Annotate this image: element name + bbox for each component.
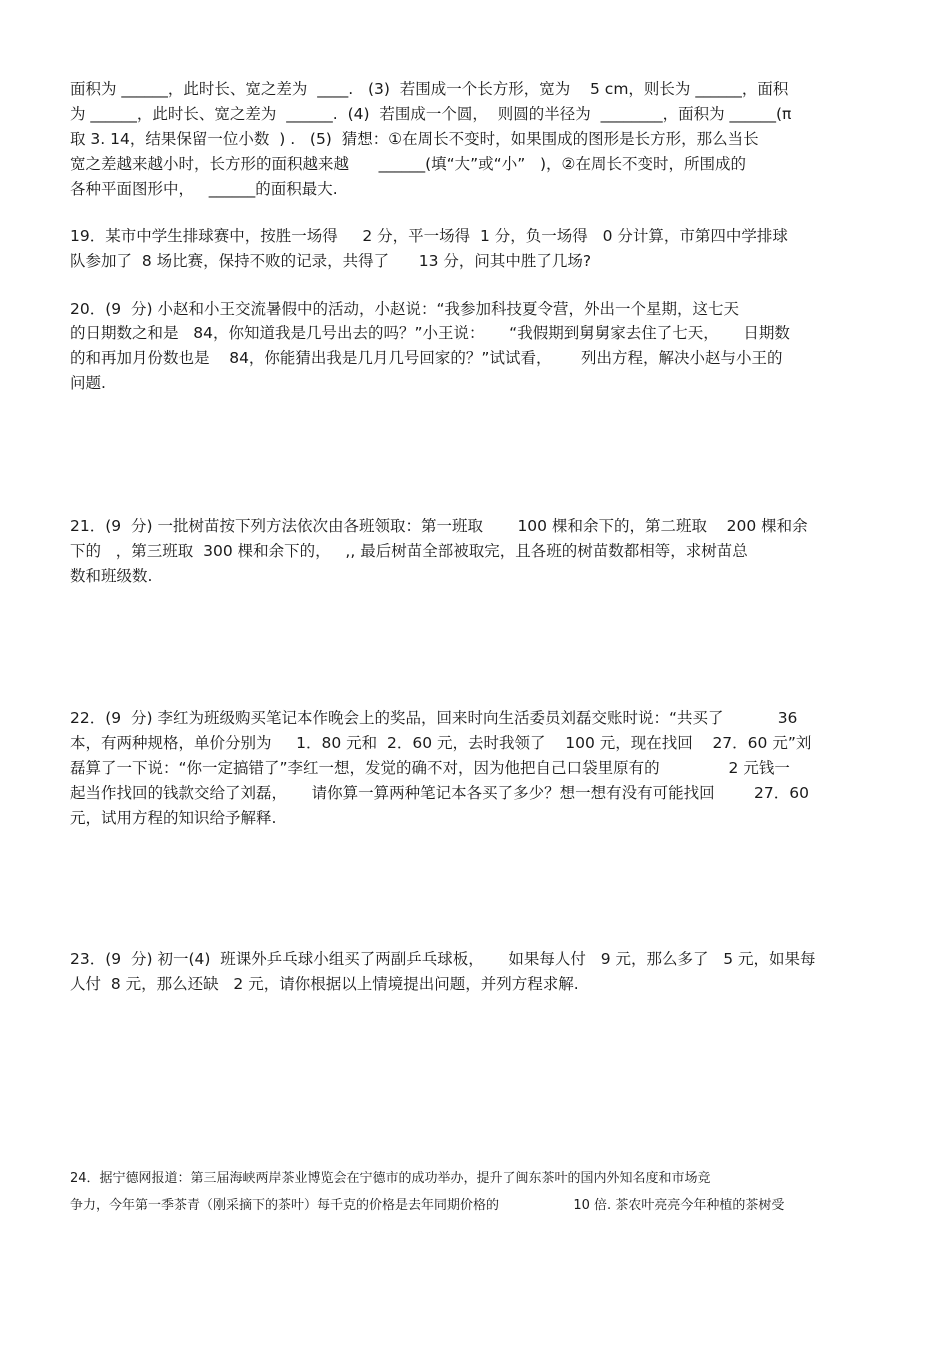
- text-line: 24．据宁德网报道：第三届海峡两岸茶业博览会在宁德市的成功举办，提升了闽东茶叶的国内外知名度和市场竞: [70, 1171, 711, 1186]
- text-line: 人付 8 元，那么还缺 2 元，请你根据以上情境提出问题，并列方程求解.: [70, 975, 579, 993]
- text-line: 队参加了 8 场比赛，保持不败的记录，共得了 13 分，问其中胜了几场?: [70, 252, 592, 270]
- text-line: 21．(9 分) 一批树苗按下列方法依次由各班领取：第一班取 100 棵和余下的，第二班取 200 棵和余: [70, 517, 808, 535]
- text-line: 为 ______，此时长、宽之差为 ______. (4) 若围成一个圆， 则圆的半径为 ________，面积为 ______(π: [70, 105, 792, 123]
- text-line: 的和再加月份数也是 84，你能猜出我是几月几号回家的？”试试看， 列出方程，解决小赵与小王的: [70, 349, 783, 367]
- text-line: 磊算了一下说：“你一定搞错了”李红一想，发觉的确不对，因为他把自己口袋里原有的 2 元钱一: [70, 759, 790, 777]
- text-line: 争力，今年第一季茶青（刚采摘下的茶叶）每千克的价格是去年同期价格的 10 倍. 茶农叶亮亮今年种植的茶树受: [70, 1198, 785, 1213]
- text-line: 下的 ，第三班取 300 棵和余下的， ,, 最后树苗全部被取完，且各班的树苗数都相等，求树苗总: [70, 542, 748, 560]
- text-line: 的日期数之和是 84，你知道我是几号出去的吗？”小王说： “我假期到舅舅家去住了七天， 日期数: [70, 324, 790, 342]
- text-line: 取 3. 14，结果保留一位小数 ) . (5) 猜想：①在周长不变时，如果围成的图形是长方形，那么当长: [70, 130, 759, 148]
- text-line: 起当作找回的钱款交给了刘磊， 请你算一算两种笔记本各买了多少？想一想有没有可能找回 27．60: [70, 784, 810, 802]
- text-line: 19．某市中学生排球赛中，按胜一场得 2 分，平一场得 1 分，负一场得 0 分计算，市第四中学排球: [70, 227, 788, 245]
- text-line: 23．(9 分) 初一(4) 班课外乒乓球小组买了两副乒乓球板， 如果每人付 9 元，那么多了 5 元，如果每: [70, 950, 816, 968]
- text-line: 面积为 ______，此时长、宽之差为 ____. (3) 若围成一个长方形，宽为 5 cm，则长为 ______，面积: [70, 80, 789, 98]
- text-line: 各种平面图形中， ______的面积最大.: [70, 180, 338, 198]
- text-line: 宽之差越来越小时，长方形的面积越来越 ______(填“大”或“小” )，②在周长不变时，所围成的: [70, 155, 746, 173]
- text-line: 22．(9 分) 李红为班级购买笔记本作晚会上的奖品，回来时向生活委员刘磊交账时说：“共买了 36: [70, 709, 798, 727]
- text-line: 本，有两种规格，单价分别为 1．80 元和 2．60 元，去时我领了 100 元，现在找回 27．60 元”刘: [70, 734, 812, 752]
- text-line: 20．(9 分) 小赵和小王交流暑假中的活动，小赵说：“我参加科技夏令营，外出一个星期，这七天: [70, 300, 739, 318]
- text-line: 元，试用方程的知识给予解释.: [70, 809, 277, 827]
- text-line: 问题.: [70, 374, 106, 392]
- text-line: 数和班级数.: [70, 567, 153, 585]
